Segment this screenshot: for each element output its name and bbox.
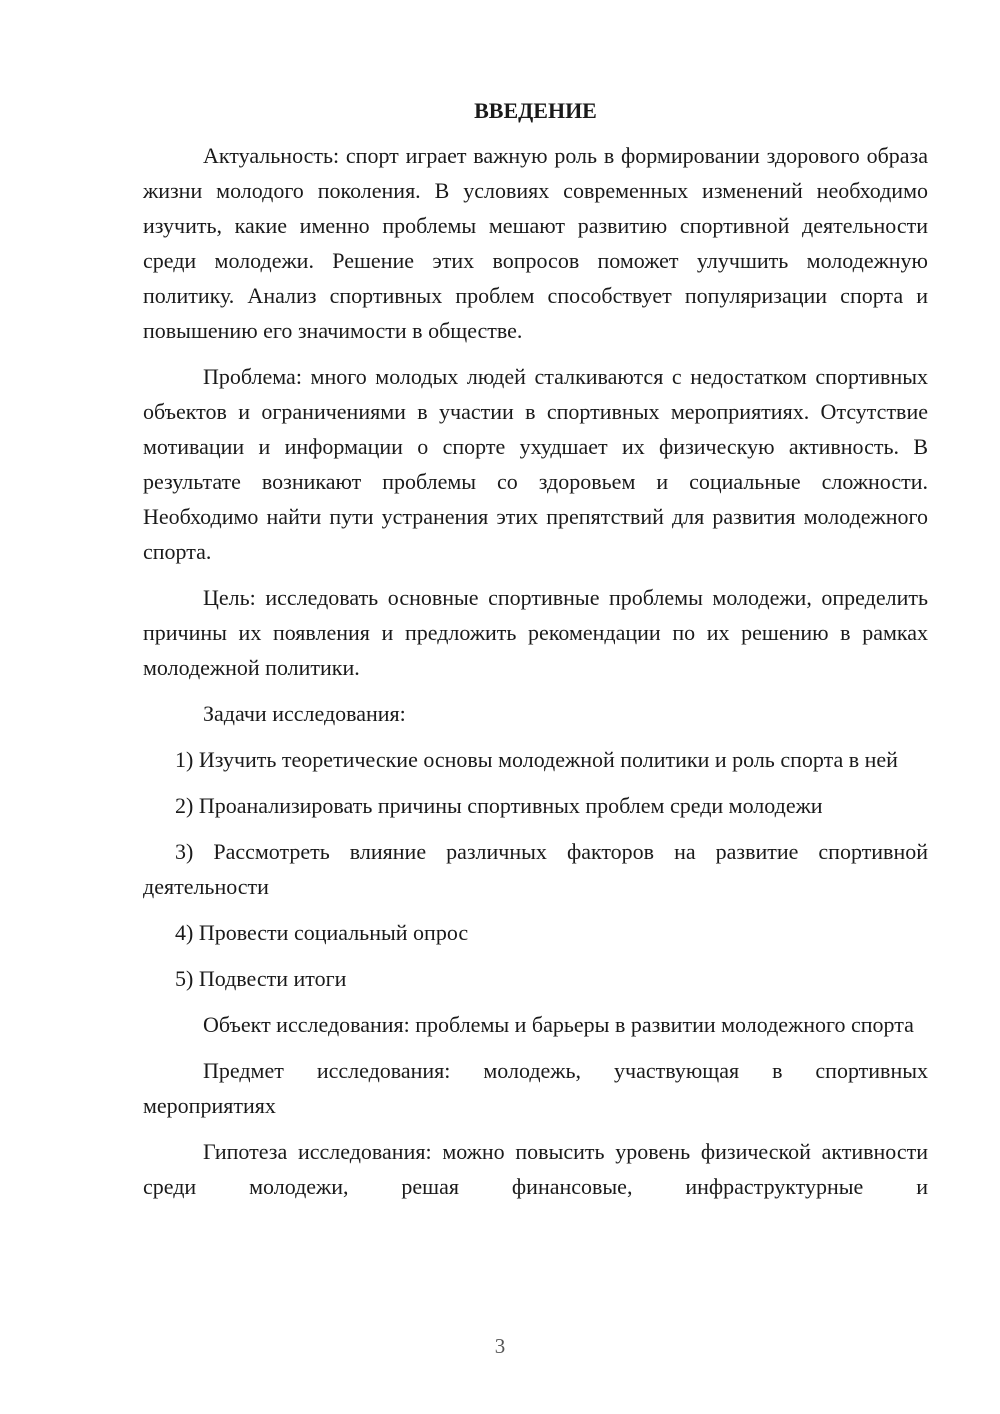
relevance-paragraph: Актуальность: спорт играет важную роль в формировании здорового образа жизни молодого поколения. В условиях современных изменений необходимо изучить, какие именно проблемы мешают развитию спортивной деятельности среди молодежи. Решение этих вопросов поможет улучшить молодежную политику. Анализ спортивных проблем способствует популяризации спорта и повышению его значимости в обществе. — [143, 143, 928, 343]
section-title: ВВЕДЕНИЕ — [474, 98, 597, 123]
page-number: 3 — [494, 1334, 506, 1358]
goal-paragraph: Цель: исследовать основные спортивные проблемы молодежи, определить причины их появления и предложить рекомендации по их решению в рамках молодежной политики. — [143, 585, 928, 680]
task-item-3: 3) Рассмотреть влияние различных факторов на развитие спортивной деятельности — [143, 839, 928, 899]
problem-paragraph: Проблема: много молодых людей сталкиваются с недостатком спортивных объектов и ограничениями в участии в спортивных мероприятиях. Отсутствие мотивации и информации о спорте ухудшает их физическую активность. В результате возникают проблемы со здоровьем и социальные сложности. Необходимо найти пути устранения этих препятствий для развития молодежного спорта. — [143, 364, 928, 564]
task-item-1: 1) Изучить теоретические основы молодежной политики и роль спорта в ней — [175, 747, 898, 772]
tasks-heading: Задачи исследования: — [203, 701, 406, 726]
object-paragraph: Объект исследования: проблемы и барьеры в развитии молодежного спорта — [203, 1012, 914, 1037]
hypothesis-paragraph: Гипотеза исследования: можно повысить уровень физической активности среди молодежи, решая финансовые, инфраструктурные и — [143, 1139, 928, 1199]
page-content — [143, 96, 928, 1204]
task-item-2: 2) Проанализировать причины спортивных проблем среди молодежи — [175, 793, 823, 818]
subject-paragraph: Предмет исследования: молодежь, участвующая в спортивных мероприятиях — [143, 1058, 928, 1118]
task-item-4: 4) Провести социальный опрос — [175, 920, 469, 945]
task-item-5: 5) Подвести итоги — [175, 966, 347, 991]
